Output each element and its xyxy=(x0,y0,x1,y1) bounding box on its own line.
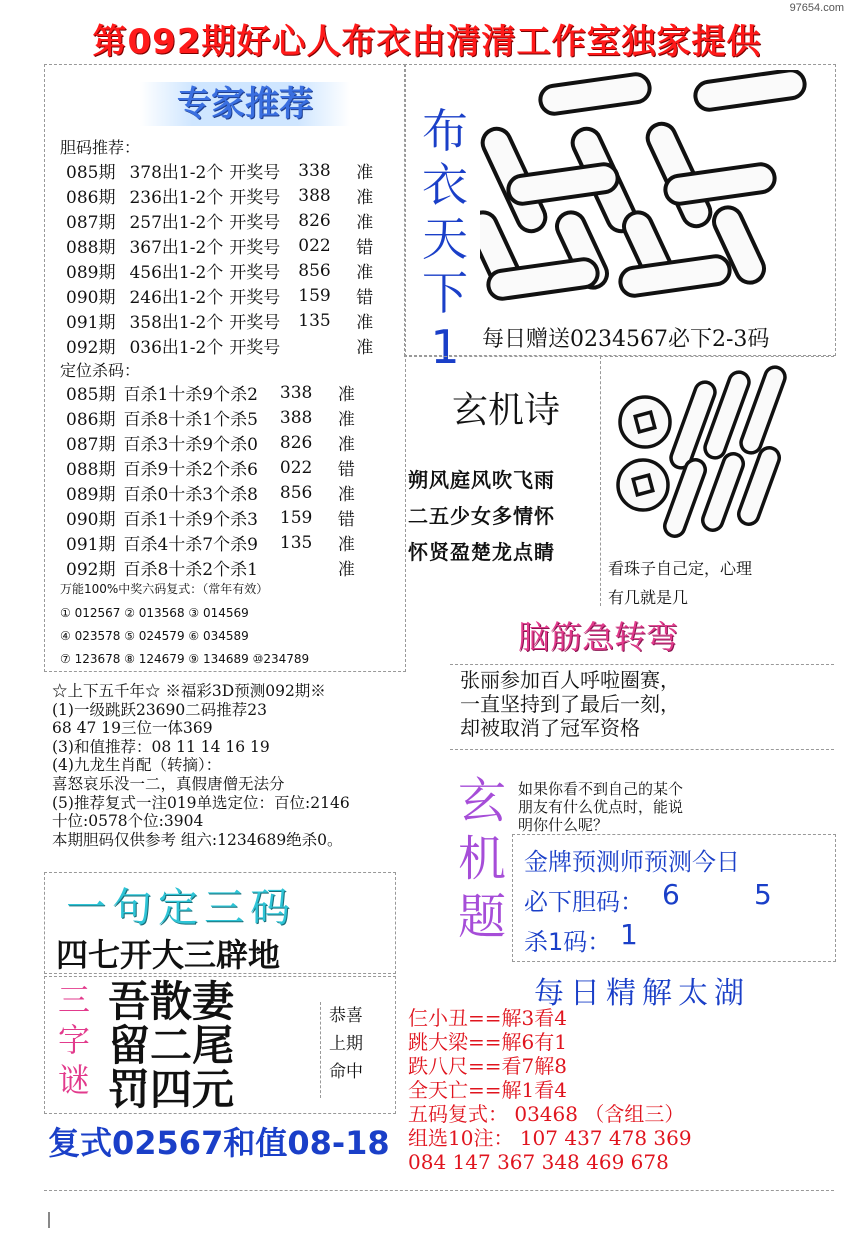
kill-number: 135 xyxy=(279,532,313,553)
dan-label: 开奖号 xyxy=(229,313,281,333)
dan-result: 准 xyxy=(356,188,374,208)
dan-row xyxy=(66,158,379,183)
congrats-line: 恭喜 xyxy=(329,1006,363,1026)
kill-number: 338 xyxy=(279,382,313,403)
taihu-title: 每日精解太湖 xyxy=(534,976,750,1011)
dan-result: 准 xyxy=(356,213,374,233)
dan-issue: 089期 xyxy=(66,263,116,283)
six-code-title: 万能100%中奖六码复式：（常年有效） xyxy=(60,582,269,596)
kill-row xyxy=(66,430,361,455)
dan-issue: 087期 xyxy=(66,213,116,233)
bead-text-1: 看珠子自己定，心理 xyxy=(608,559,753,578)
forecast-line: ☆上下五千年☆ ※福彩3D预测092期※ xyxy=(52,682,326,700)
kill-number: 856 xyxy=(279,482,313,503)
dan-number: 135 xyxy=(298,310,331,331)
bead-drawing xyxy=(605,360,835,550)
fushi-text: 复式02567和值08-18 xyxy=(48,1124,390,1162)
dan-label: 开奖号 xyxy=(229,188,281,208)
bottom-tick xyxy=(48,1212,50,1228)
dan-number: 022 xyxy=(298,235,331,256)
taihu-line: 仨小丑==解3看4 xyxy=(408,1006,567,1030)
dan-issue: 088期 xyxy=(66,238,116,258)
dan-label: 开奖号 xyxy=(229,288,281,308)
dan-pick: 036出1-2个 xyxy=(129,338,224,358)
kill-row xyxy=(66,480,361,505)
kill-issue: 092期 xyxy=(66,560,116,580)
dan-label: 开奖号 xyxy=(229,338,281,358)
gold-kill-label: 杀1码： xyxy=(524,928,612,956)
xuanji-ti-char: 玄 xyxy=(457,773,506,829)
kill-result: 准 xyxy=(337,560,355,580)
dan-number: 159 xyxy=(298,285,331,306)
brain-line: 却被取消了冠军资格 xyxy=(460,716,640,740)
dan-issue: 086期 xyxy=(66,188,116,208)
kill-pick: 百杀0十杀3个杀8 xyxy=(123,485,258,505)
yiju-banner: 一句定三码 xyxy=(66,885,296,931)
dan-row xyxy=(66,283,379,308)
forecast-line: 本期胆码仅供参考 组六:1234689绝杀0。 xyxy=(52,830,343,849)
kill-pick: 百杀8十杀2个杀1 xyxy=(123,560,258,580)
kill-issue: 087期 xyxy=(66,435,116,455)
kill-issue: 086期 xyxy=(66,410,116,430)
dan-row xyxy=(66,183,379,208)
forecast-line: (4)九龙生肖配（转摘）： xyxy=(52,756,222,775)
xuanji-ti-question xyxy=(518,780,683,834)
kill-issue: 085期 xyxy=(66,385,116,405)
kill-pick: 百杀4十杀7个杀9 xyxy=(123,535,258,555)
forecast-line: (1)一级跳跃23690二码推荐23 xyxy=(52,700,267,719)
dan-number: 338 xyxy=(298,160,331,181)
divider xyxy=(404,356,834,357)
dan-pick: 456出1-2个 xyxy=(129,263,224,283)
buyi-char: 天 xyxy=(422,212,468,266)
kill-result: 准 xyxy=(337,385,355,405)
dan-number: 826 xyxy=(298,210,331,231)
kill-result: 错 xyxy=(337,510,355,530)
group10-label: 组选10注： xyxy=(408,1126,514,1150)
kill-row xyxy=(66,455,361,480)
dan-row xyxy=(66,333,379,358)
congrats-line: 上期 xyxy=(329,1034,363,1054)
dan-label: 开奖号 xyxy=(229,238,281,258)
dan-number: 856 xyxy=(298,260,331,281)
sanzi-char: 谜 xyxy=(57,1061,90,1099)
kill-number xyxy=(280,555,338,580)
kill-row xyxy=(66,380,361,405)
gold-kill: 1 xyxy=(620,918,638,951)
gold-dan-label: 必下胆码： xyxy=(524,888,644,916)
bottom-divider xyxy=(44,1190,834,1191)
six-code-line-2: ④ 023578 ⑤ 024579 ⑥ 034589 xyxy=(60,629,249,643)
dan-row xyxy=(66,308,379,333)
kill-number: 388 xyxy=(279,407,313,428)
dan-pick: 246出1-2个 xyxy=(129,288,224,308)
kill-result: 准 xyxy=(337,535,355,555)
xuanji-ti-vertical xyxy=(452,772,512,946)
dan-pick: 236出1-2个 xyxy=(129,188,224,208)
dan-result: 错 xyxy=(356,288,374,308)
bead-text-2: 有几就是几 xyxy=(608,588,689,607)
sanzi-vertical xyxy=(56,980,92,1100)
question-line: 如果你看不到自己的某个 xyxy=(518,780,684,798)
buyi-char: 1 xyxy=(430,320,460,374)
question-line: 朋友有什么优点时，能说 xyxy=(518,798,684,816)
dan-label: 开奖号 xyxy=(229,213,281,233)
question-line: 明你什么呢？ xyxy=(518,816,609,834)
page-title: 第092期好心人布衣由清清工作室独家提供 xyxy=(92,22,762,62)
kill-pick: 百杀1十杀9个杀3 xyxy=(123,510,258,530)
six-code-line-3: ⑦ 123678 ⑧ 124679 ⑨ 134689 ⑩234789 xyxy=(60,652,310,666)
dan-label: 开奖号 xyxy=(229,163,281,183)
kill-pick: 百杀8十杀1个杀5 xyxy=(123,410,258,430)
kill-pick: 百杀1十杀9个杀2 xyxy=(123,385,258,405)
dan-number xyxy=(298,333,356,358)
brain-line: 张丽参加百人呼啦圈赛， xyxy=(460,668,680,692)
sanzi-line: 吾散妻 xyxy=(108,977,235,1026)
xuanji-ti-char: 题 xyxy=(457,889,506,945)
number-86-drawing xyxy=(480,70,830,320)
dan-row xyxy=(66,208,379,233)
kill-section-title: 定位杀码： xyxy=(60,361,141,380)
sanzi-lines xyxy=(108,977,235,1114)
taihu-group10 xyxy=(408,1126,692,1150)
daily-gift-text: 每日赠送0234567必下2-3码 xyxy=(482,327,770,352)
poem-line: 朔风庭风吹飞雨 xyxy=(408,468,555,492)
dan-issue: 092期 xyxy=(66,338,116,358)
dan-result: 错 xyxy=(356,238,374,258)
site-watermark: 97654.com xyxy=(789,2,844,14)
kill-row xyxy=(66,405,361,430)
kill-table xyxy=(66,380,361,580)
dan-row xyxy=(66,258,379,283)
dan-pick: 358出1-2个 xyxy=(129,313,224,333)
dan-row xyxy=(66,233,379,258)
xuanji-poem-title: 玄机诗 xyxy=(452,390,561,431)
forecast-line: 68 47 19三位一体369 xyxy=(52,719,213,738)
taihu-riddles xyxy=(408,1006,692,1174)
forecast-block xyxy=(52,682,350,849)
dan-number: 388 xyxy=(298,185,331,206)
kill-row xyxy=(66,505,361,530)
forecast-line: 十位:0578个位:3904 xyxy=(52,812,204,831)
congrats-line: 命中 xyxy=(329,1062,363,1082)
divider xyxy=(600,356,601,606)
dan-result: 准 xyxy=(356,338,374,358)
dan-result: 准 xyxy=(356,313,374,333)
dan-issue: 085期 xyxy=(66,163,116,183)
brain-teaser-text xyxy=(460,668,680,740)
gold-title: 金牌预测师预测今日 xyxy=(524,848,740,876)
expert-banner-text: 专家推荐 xyxy=(177,84,313,124)
taihu-line: 跌八尺==看7解8 xyxy=(408,1054,567,1078)
dan-section-title: 胆码推荐： xyxy=(60,138,141,157)
poem-line: 怀贤盈楚龙点睛 xyxy=(408,540,555,564)
kill-number: 022 xyxy=(279,457,313,478)
taihu-five: 五码复式： 03468 （含组三） xyxy=(408,1102,685,1126)
forecast-line: (3)和值推荐：08 11 14 16 19 xyxy=(52,737,270,756)
xuanji-ti-char: 机 xyxy=(457,831,506,887)
sanzi-line: 留二尾 xyxy=(108,1021,235,1070)
kill-issue: 090期 xyxy=(66,510,116,530)
six-code-line-1: ① 012567 ② 013568 ③ 014569 xyxy=(60,606,249,620)
buyi-char: 衣 xyxy=(422,158,468,212)
kill-pick: 百杀9十杀2个杀6 xyxy=(123,460,258,480)
taihu-group10-b: 084 147 367 348 469 678 xyxy=(408,1150,669,1174)
taihu-line: 全天亡==解1看4 xyxy=(408,1078,567,1102)
dan-pick: 378出1-2个 xyxy=(129,163,224,183)
xuanji-poem xyxy=(408,462,555,570)
dan-pick: 367出1-2个 xyxy=(129,238,224,258)
group10-a: 107 437 478 369 xyxy=(519,1126,692,1150)
poem-line: 二五少女多情怀 xyxy=(408,504,555,528)
kill-result: 准 xyxy=(337,435,355,455)
brain-teaser-title: 脑筋急转弯 xyxy=(518,618,679,656)
sanzi-char: 字 xyxy=(57,1021,90,1059)
forecast-line: (5)推荐复式一注019单选定位：百位:2146 xyxy=(52,793,350,812)
kill-row xyxy=(66,555,361,580)
buyi-vertical-title xyxy=(418,104,472,374)
dan-issue: 090期 xyxy=(66,288,116,308)
yiju-phrase: 四七开大三辟地 xyxy=(56,936,281,974)
kill-issue: 089期 xyxy=(66,485,116,505)
dan-label: 开奖号 xyxy=(229,263,281,283)
kill-pick: 百杀3十杀9个杀0 xyxy=(123,435,258,455)
sanzi-line: 罚四元 xyxy=(108,1065,235,1114)
kill-result: 准 xyxy=(337,485,355,505)
kill-number: 826 xyxy=(279,432,313,453)
kill-row xyxy=(66,530,361,555)
sanzi-char: 三 xyxy=(57,981,90,1019)
buyi-char: 布 xyxy=(422,104,468,158)
expert-banner xyxy=(140,82,350,126)
buyi-char: 下 xyxy=(422,266,468,320)
kill-result: 准 xyxy=(337,410,355,430)
kill-issue: 088期 xyxy=(66,460,116,480)
dan-result: 准 xyxy=(356,163,374,183)
gold-dan-2: 5 xyxy=(754,878,772,911)
kill-number: 159 xyxy=(279,507,313,528)
gold-dan-1: 6 xyxy=(662,878,680,911)
brain-line: 一直坚持到了最后一刻， xyxy=(460,692,680,716)
dan-issue: 091期 xyxy=(66,313,116,333)
dan-table xyxy=(66,158,379,358)
sanzi-congrats xyxy=(320,1002,363,1098)
forecast-line: 喜怒哀乐没一二，真假唐僧无法分 xyxy=(52,774,285,793)
dan-result: 准 xyxy=(356,263,374,283)
kill-issue: 091期 xyxy=(66,535,116,555)
taihu-line: 跳大梁==解6有1 xyxy=(408,1030,567,1054)
kill-result: 错 xyxy=(337,460,355,480)
dan-pick: 257出1-2个 xyxy=(129,213,224,233)
